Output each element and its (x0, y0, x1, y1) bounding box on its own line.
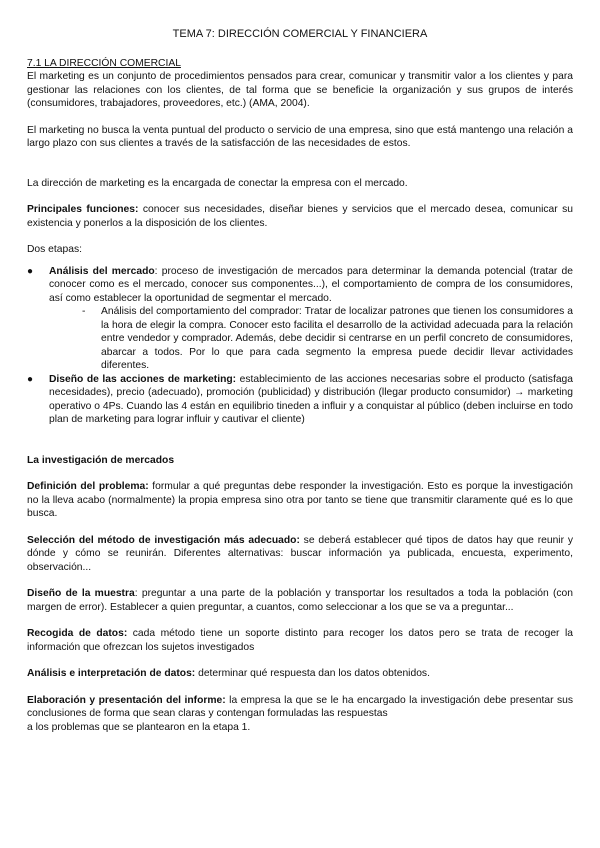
page-title: TEMA 7: DIRECCIÓN COMERCIAL Y FINANCIERA (172, 28, 428, 40)
functions-label: Principales funciones: (27, 204, 139, 215)
subitem-buyer-behaviour (27, 305, 573, 373)
bullet-label: Diseño de las acciones de marketing: (49, 373, 237, 385)
functions-text: conocer sus necesidades, diseñar bienes y servicios que el mercado desea, comunicar su existencia y ponerlos a la disposición de los clientes. (27, 204, 573, 229)
step-data-analysis: Análisis e interpretación de datos: determinar qué respuesta dan los datos obtenidos. (27, 668, 430, 679)
bullet-marketing-actions (27, 373, 573, 427)
stages-intro: Dos etapas: (27, 244, 82, 255)
step-data-collection: Recogida de datos: cada método tiene un soporte distinto para recoger los datos pero se trata de recoger la información que ofrezcan los sujetos investigados (27, 628, 573, 653)
paragraph-marketing-relationship: El marketing no busca la venta puntual del producto o servicio de una empresa, sino que está mantengo una relación a largo plazo con sus clientes a través de la satisfacción de las necesidades de estos. (27, 124, 573, 149)
dash-marker: - (82, 306, 86, 317)
step-method-selection: Selección del método de investigación más adecuado: se deberá establecer qué tipos de datos hay que reunir y dónde y cómo se reunirán. Diferentes alternativas: buscar información ya publicada, encuesta, experimento, observación... (27, 534, 573, 573)
paragraph-marketing-direction: La dirección de marketing es la encargada de conectar la empresa con el mercado. (27, 177, 408, 189)
bullet-text: : proceso de investigación de mercados para determinar la demanda potencial (tratar de conocer como es el mercado, conocer sus componentes...), el comportamiento de compra de los consumidores, así como establecer la oportunidad de segmentar el mercado. (49, 265, 573, 304)
step-problem-definition: Definición del problema: formular a qué preguntas debe responder la investigación. Esto es porque la investigación no la lleva acabo (normalmente) la propia empresa sino otra por tanto se tiene que transmitir claramente qué es lo que busca. (27, 481, 573, 519)
section-heading: 7.1 LA DIRECCIÓN COMERCIAL (27, 57, 181, 69)
bullet-dot: ● (27, 265, 34, 277)
bullet-text: establecimiento de las acciones necesarias sobre el producto (satisfaga necesidades), precio (adecuado), promoción (publicidad) y distribución (llegar producto consumidor) → marketing operativo o 4Ps. Cuando las 4 están en equilibrio tineden a influir y a conquistar al público (deben incluirse en todo plan de marketing para lograr influir y cautivar el cliente) (49, 373, 573, 425)
research-heading: La investigación de mercados (27, 454, 175, 466)
paragraph-functions (27, 203, 573, 230)
document-page (27, 28, 573, 734)
step-report-last-line: a los problemas que se plantearon en la etapa 1. (27, 721, 251, 733)
bullet-dot: ● (27, 373, 34, 385)
step-report: Elaboración y presentación del informe: la empresa la que se le ha encargado la investigación debe presentar sus conclusiones de forma que sean claras y contengan formuladas las respuestas (27, 694, 573, 719)
paragraph-marketing-definition: El marketing es un conjunto de procedimientos pensados para crear, comunicar y transmitir valor a los clientes y para gestionar las relaciones con los clientes, de tal forma que se beneficie la organización y sus grupos de interés (consumidores, trabajadores, proveedores, etc.) (AMA, 2004). (27, 71, 573, 109)
bullet-market-analysis (27, 265, 573, 306)
subitem-text: Análisis del comportamiento del comprador: Tratar de localizar patrones que tienen los consumidores a la hora de elegir la compra. Conocer esto facilita el desarrollo de la actividad adecuada para la relación entre vendedor y comprador. Además, debe decidir si centrarse en un perfil concreto de consumidores, abarcar a todos. Por lo que para cada segmento la empresa puede decidir llevar actividades diferentes. (101, 306, 573, 371)
step-sample-design: Diseño de la muestra: preguntar a una parte de la población y transportar los resultados a toda la población (con margen de error). Establecer a quien preguntar, a cuantos, como seleccionar a los que se va a preguntar... (27, 588, 573, 613)
bullet-label: Análisis del mercado (49, 265, 155, 277)
